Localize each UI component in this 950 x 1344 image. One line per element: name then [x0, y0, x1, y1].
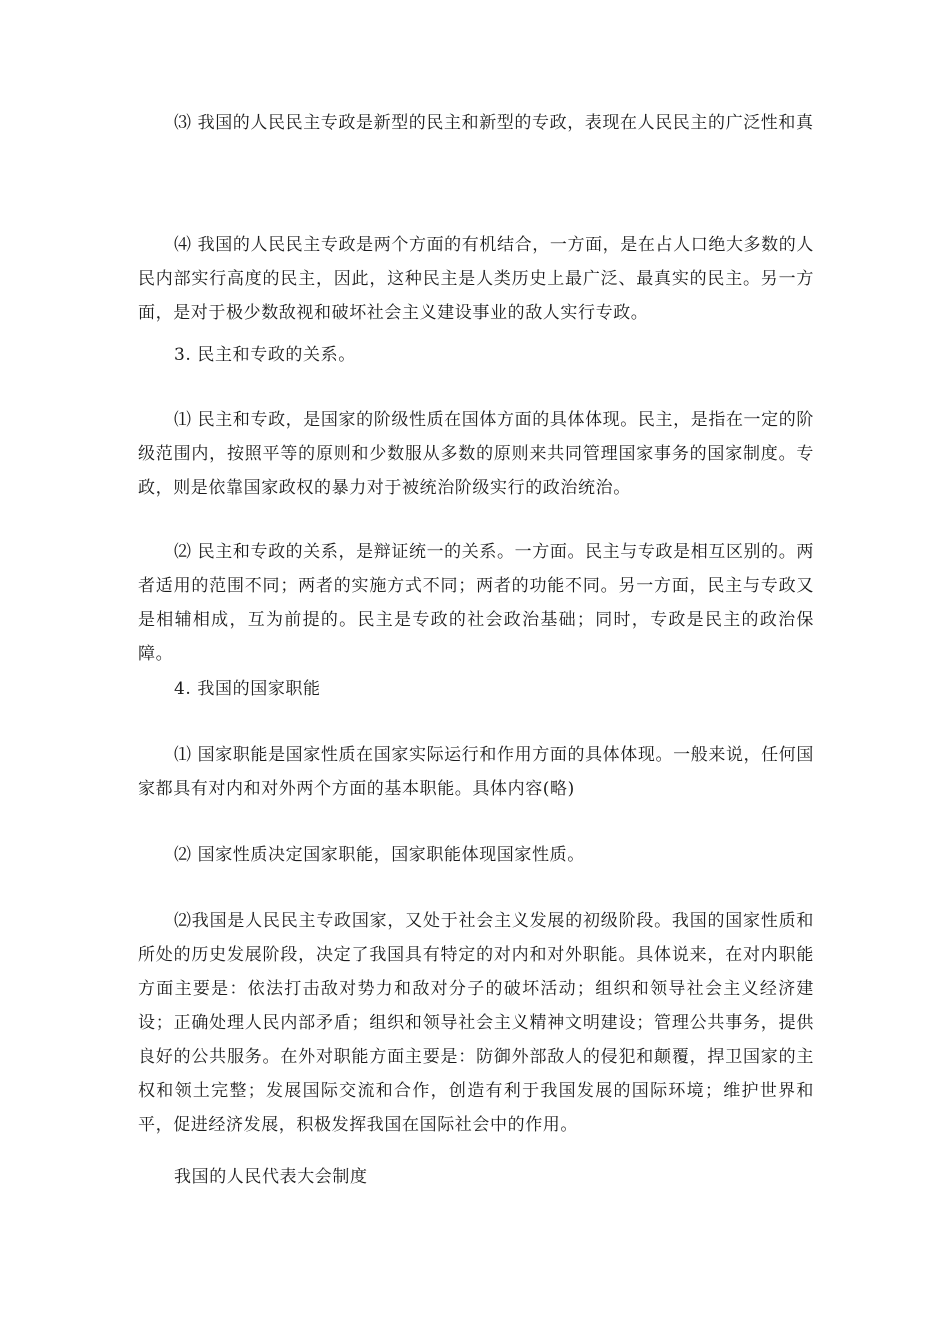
paragraph-democracy-dictatorship-2: ⑵ 民主和专政的关系，是辩证统一的关系。一方面。民主与专政是相互区别的。两者适用的范围不同；两者的实施方式不同；两者的功能不同。另一方面，民主与专政又是相辅相成，互为前提的。民主是专政的社会政治基础；同时，专政是民主的政治保障。	[138, 542, 814, 664]
paragraph-item-3: ⑶ 我国的人民民主专政是新型的民主和新型的专政，表现在人民民主的广泛性和真	[174, 113, 814, 133]
section-heading-npc: 我国的人民代表大会制度	[174, 1167, 368, 1187]
paragraph-state-functions-2: ⑵ 国家性质决定国家职能，国家职能体现国家性质。	[174, 845, 585, 865]
paragraph-democracy-dictatorship-1: ⑴ 民主和专政，是国家的阶级性质在国体方面的具体体现。民主，是指在一定的阶级范围内，按照平等的原则和少数服从多数的原则来共同管理国家事务的国家制度。专政，则是依靠国家政权的暴力对于被统治阶级实行的政治统治。	[138, 410, 814, 498]
section-heading-3: 3. 民主和专政的关系。	[174, 345, 356, 365]
paragraph-state-functions-1: ⑴ 国家职能是国家性质在国家实际运行和作用方面的具体体现。一般来说，任何国家都具有对内和对外两个方面的基本职能。具体内容(略)	[138, 745, 814, 799]
section-heading-4: 4. 我国的国家职能	[174, 679, 321, 699]
paragraph-item-4: ⑷ 我国的人民民主专政是两个方面的有机结合，一方面，是在占人口绝大多数的人民内部实行高度的民主，因此，这种民主是人类历史上最广泛、最真实的民主。另一方面，是对于极少数敌视和破坏社会主义建设事业的敌人实行专政。	[138, 235, 814, 323]
paragraph-state-functions-3: ⑵我国是人民民主专政国家，又处于社会主义发展的初级阶段。我国的国家性质和所处的历史发展阶段，决定了我国具有特定的对内和对外职能。具体说来，在对内职能方面主要是：依法打击敌对势力和敌对分子的破坏活动；组织和领导社会主义经济建设；正确处理人民内部矛盾；组织和领导社会主义精神文明建设；管理公共事务，提供良好的公共服务。在外对职能方面主要是：防御外部敌人的侵犯和颠覆，捍卫国家的主权和领土完整；发展国际交流和合作，创造有利于我国发展的国际环境；维护世界和平，促进经济发展，积极发挥我国在国际社会中的作用。	[138, 911, 814, 1135]
